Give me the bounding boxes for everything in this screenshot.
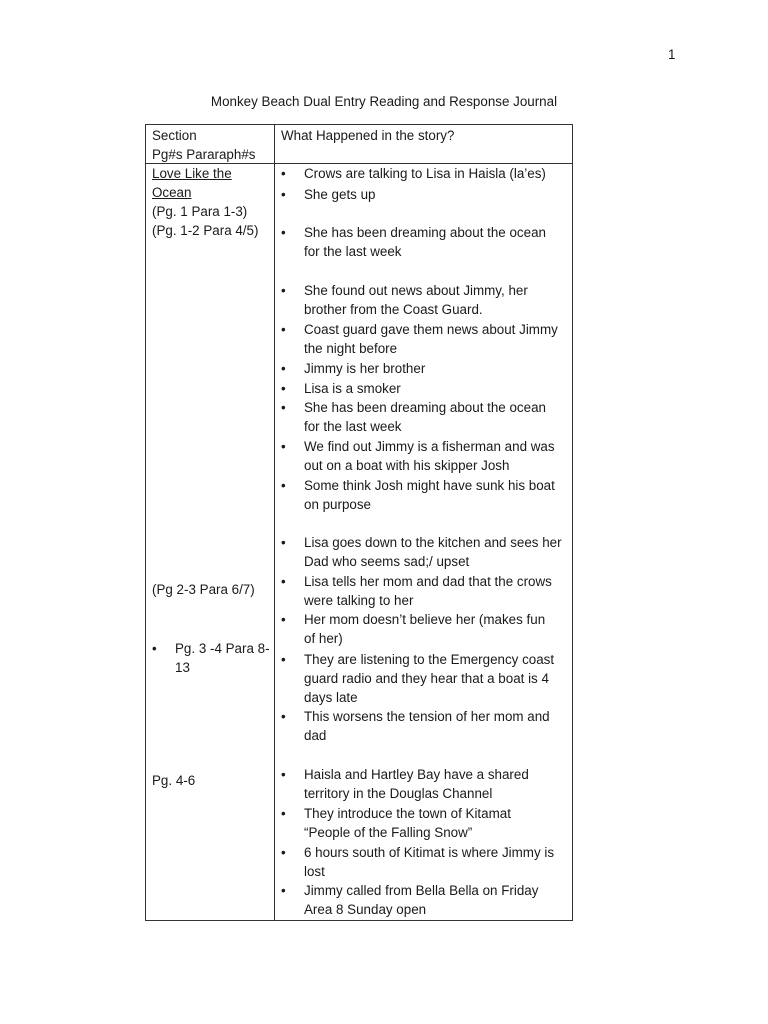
- bullet-dot: •: [281, 883, 286, 898]
- bullet-dot: •: [281, 806, 286, 821]
- section-name-cont: Ocean: [152, 185, 192, 200]
- bullet-dot: •: [281, 166, 286, 181]
- bullet-dot: •: [281, 652, 286, 667]
- list-item-text: They are listening to the Emergency coast: [304, 652, 555, 667]
- list-item-text: on purpose: [304, 497, 372, 512]
- list-item-text: Crows are talking to Lisa in Haisla (la’es): [304, 166, 546, 181]
- page-number: 1: [668, 47, 676, 62]
- page-ref: (Pg 2-3 Para 6/7): [152, 582, 255, 597]
- page-ref-cont: 13: [175, 660, 190, 675]
- bullet-dot: •: [281, 535, 286, 550]
- document-title: Monkey Beach Dual Entry Reading and Response Journal: [210, 94, 558, 109]
- list-item-text: for the last week: [304, 244, 402, 259]
- bullet-dot: •: [281, 612, 286, 627]
- list-item-text: Lisa tells her mom and dad that the crows: [304, 574, 552, 589]
- list-item-text: Jimmy called from Bella Bella on Friday: [304, 883, 539, 898]
- header-pages-label: Pg#s Pararaph#s: [152, 147, 256, 162]
- column-divider: [274, 125, 275, 920]
- section-name: Love Like the: [152, 166, 232, 181]
- bullet-dot: •: [281, 187, 286, 202]
- list-item-text: Lisa goes down to the kitchen and sees her: [304, 535, 562, 550]
- list-item-text: days late: [304, 690, 358, 705]
- list-item-text: dad: [304, 728, 327, 743]
- header-section-cell: [152, 126, 255, 164]
- page-ref: (Pg. 1 Para 1-3): [152, 204, 248, 219]
- bullet-dot: •: [281, 381, 286, 396]
- list-item-text: She has been dreaming about the ocean: [304, 400, 546, 415]
- list-item-text: for the last week: [304, 419, 402, 434]
- list-item-text: Haisla and Hartley Bay have a shared: [304, 767, 529, 782]
- bullet-dot: •: [281, 709, 286, 724]
- list-item-text: Coast guard gave them news about Jimmy: [304, 322, 558, 337]
- list-item-text: We find out Jimmy is a fisherman and was: [304, 439, 555, 454]
- header-section-label: Section: [152, 128, 197, 143]
- bullet-dot: •: [281, 478, 286, 493]
- list-item-text: Her mom doesn’t believe her (makes fun: [304, 612, 546, 627]
- list-item-text: the night before: [304, 341, 398, 356]
- list-item-text: She gets up: [304, 187, 376, 202]
- page-ref: (Pg. 1-2 Para 4/5): [152, 223, 259, 238]
- page-ref: Pg. 4-6: [152, 773, 196, 788]
- list-item-text: guard radio and they hear that a boat is 4: [304, 671, 549, 686]
- list-item-text: This worsens the tension of her mom and: [304, 709, 550, 724]
- list-item-text: She has been dreaming about the ocean: [304, 225, 546, 240]
- list-item-text: out on a boat with his skipper Josh: [304, 458, 510, 473]
- bullet-dot: •: [281, 322, 286, 337]
- bullet-dot: •: [281, 361, 286, 376]
- list-item-text: territory in the Douglas Channel: [304, 786, 493, 801]
- header-happened-label: What Happened in the story?: [281, 128, 455, 143]
- list-item-text: Lisa is a smoker: [304, 381, 401, 396]
- list-item-text: Some think Josh might have sunk his boat: [304, 478, 555, 493]
- bullet-dot: •: [281, 845, 286, 860]
- list-item-text: brother from the Coast Guard.: [304, 302, 483, 317]
- bullet-dot: •: [281, 225, 286, 240]
- bullet-dot: •: [281, 400, 286, 415]
- list-item-text: Area 8 Sunday open: [304, 902, 427, 917]
- list-item-text: Dad who seems sad;/ upset: [304, 554, 470, 569]
- bullet-dot: •: [281, 283, 286, 298]
- journal-table: [145, 124, 573, 921]
- bullet-dot: •: [281, 439, 286, 454]
- list-item-text: Jimmy is her brother: [304, 361, 426, 376]
- bullet-dot: •: [152, 641, 157, 656]
- list-item-text: “People of the Falling Snow”: [304, 825, 473, 840]
- list-item-text: She found out news about Jimmy, her: [304, 283, 528, 298]
- list-item-text: were talking to her: [304, 593, 414, 608]
- page-ref: Pg. 3 -4 Para 8-: [175, 641, 270, 656]
- list-item-text: 6 hours south of Kitimat is where Jimmy is: [304, 845, 555, 860]
- list-item-text: lost: [304, 864, 325, 879]
- bullet-dot: •: [281, 574, 286, 589]
- list-item-text: of her): [304, 631, 343, 646]
- list-item-text: They introduce the town of Kitamat: [304, 806, 511, 821]
- bullet-dot: •: [281, 767, 286, 782]
